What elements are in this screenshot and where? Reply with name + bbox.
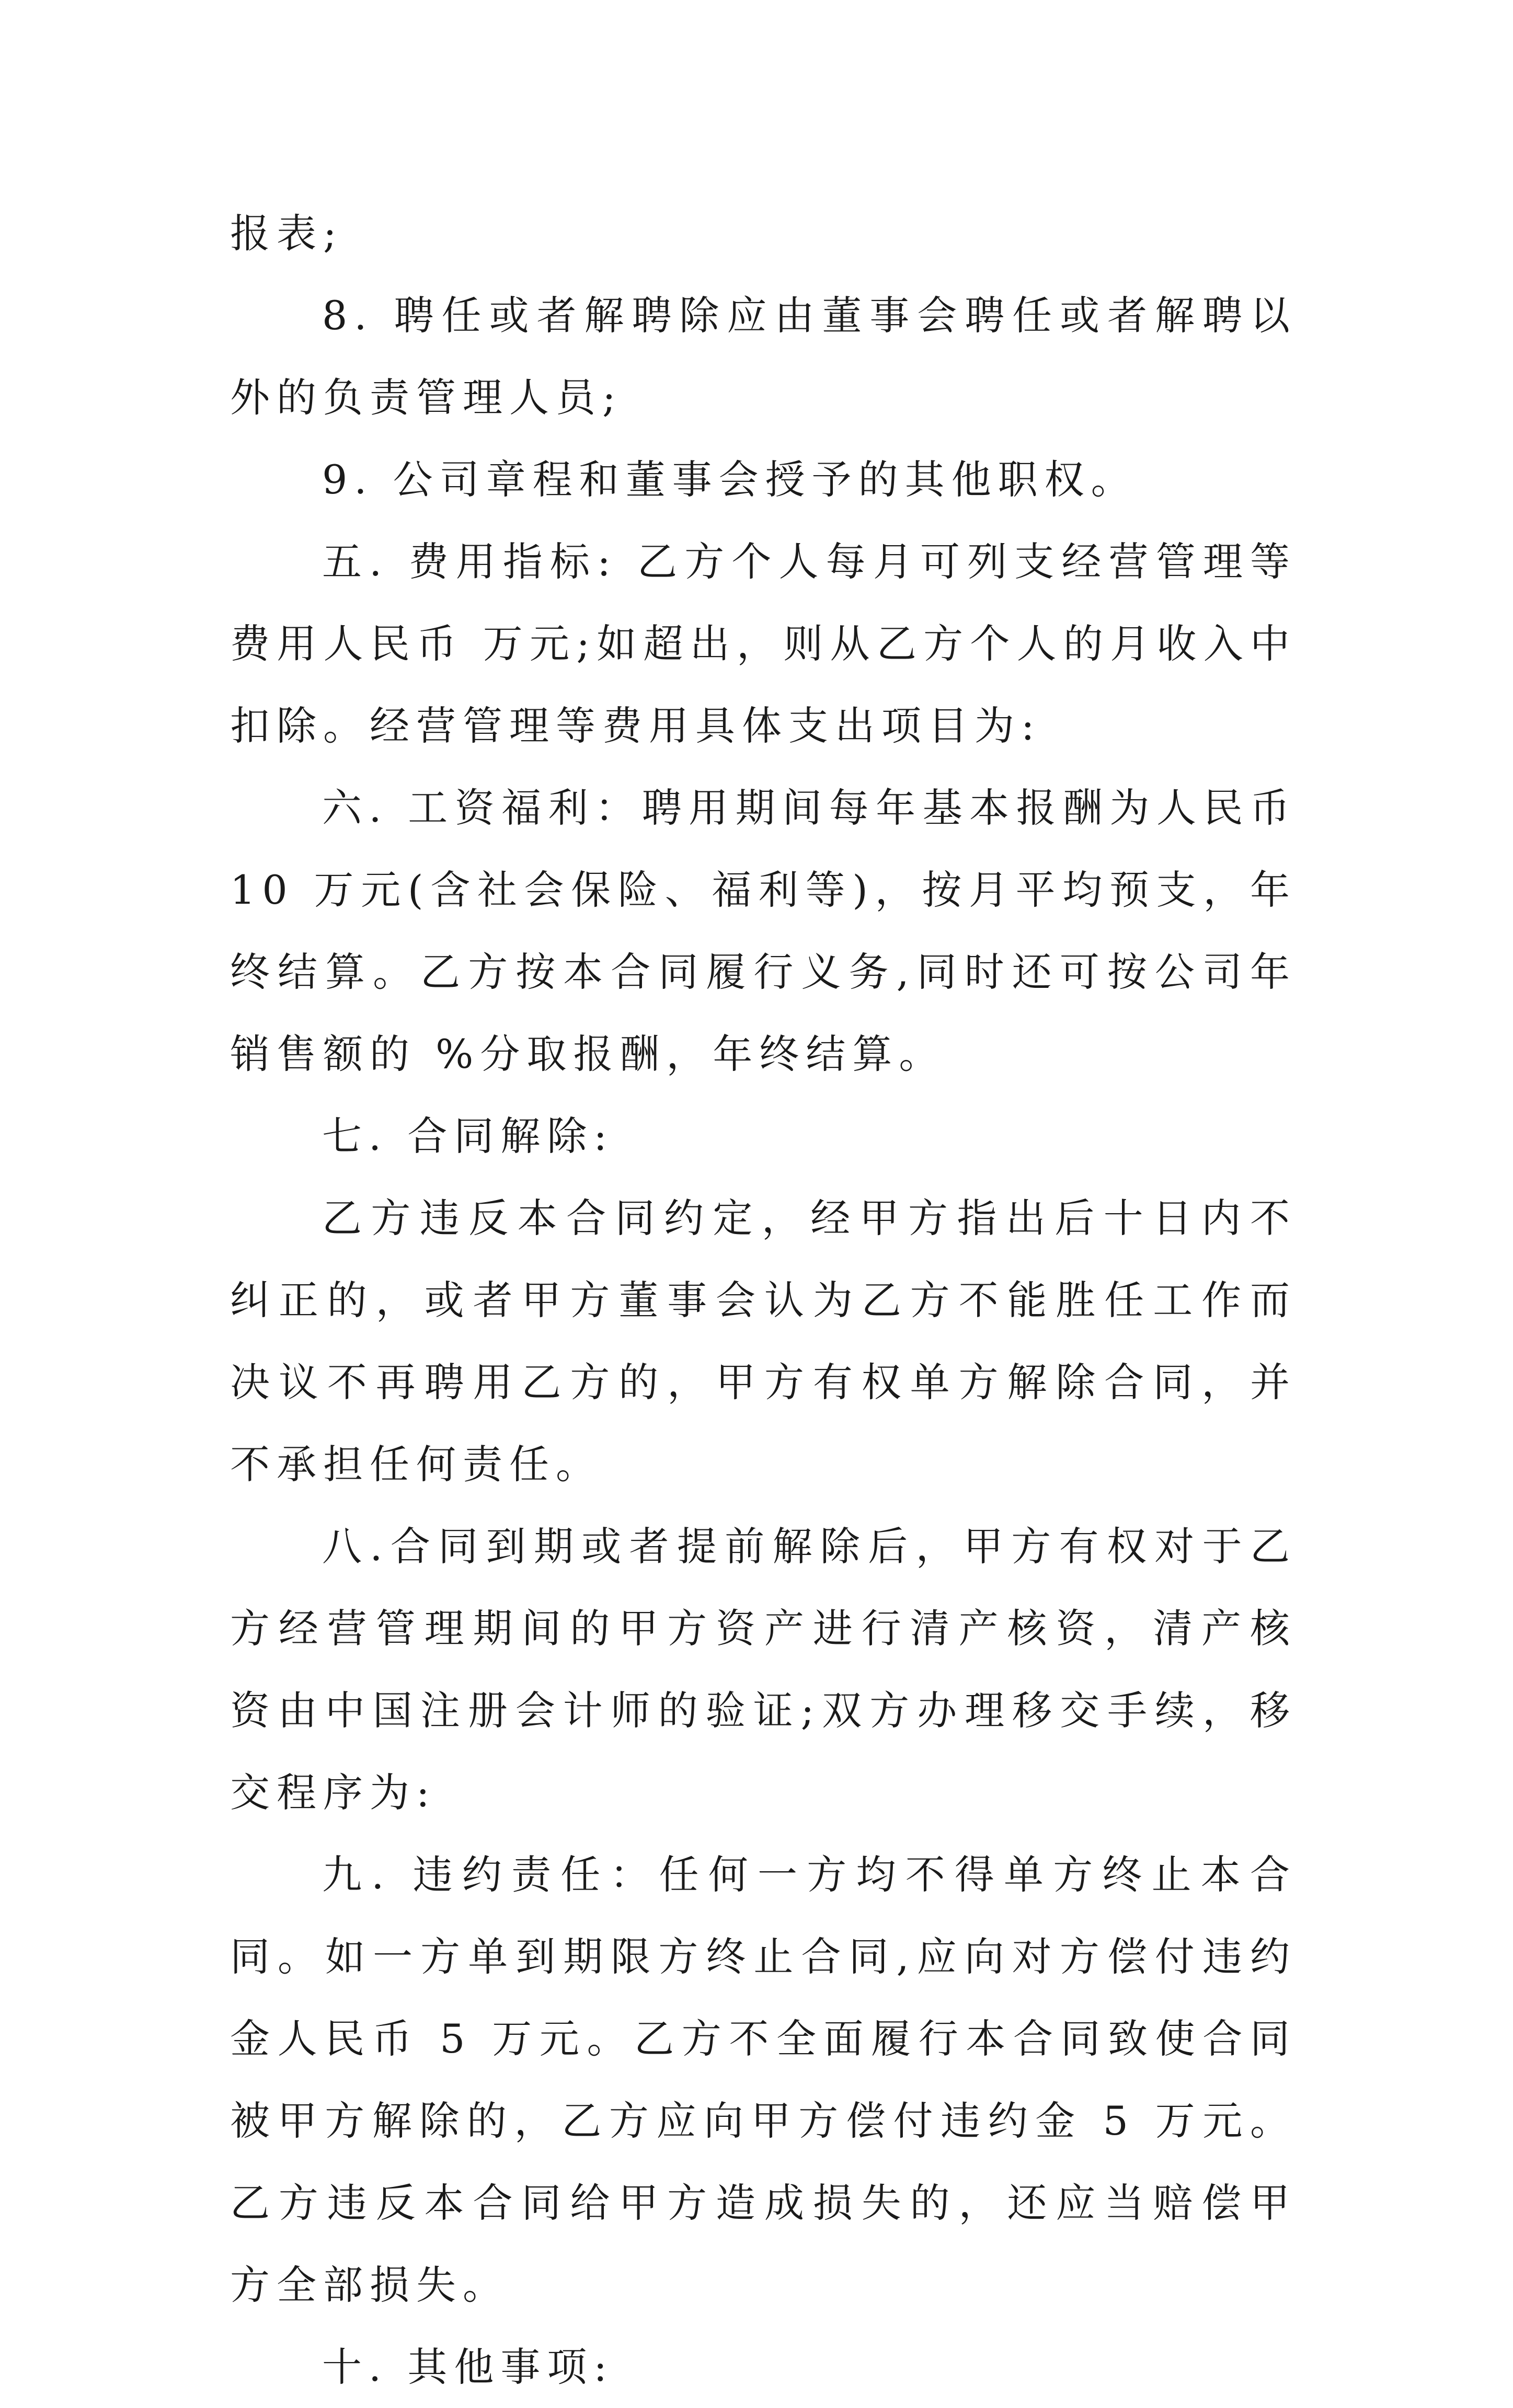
paragraph-report-tail: 报表; <box>230 210 343 257</box>
paragraph-breach-liability: 九. 违约责任：任何一方均不得单方终止本合同。如一方单到期限方终止合同,应向对方偿付违约金人民币 5 万元。乙方不全面履行本合同致使合同被甲方解除的，乙方应向甲方偿付违约金 5 万元。乙方违反本合同给甲方造成损失的，还应当赔偿甲方全部损失。 <box>230 1851 1297 2308</box>
paragraph-other-matters: 十. 其他事项: <box>322 2344 614 2390</box>
paragraph-salary-benefits: 六. 工资福利：聘用期间每年基本报酬为人民币 10 万元(含社会保险、福利等)，按月平均预支，年终结算。乙方按本合同履行义务,同时还可按公司年销售额的 %分取报酬，年终结算。 <box>230 785 1297 1077</box>
paragraph-termination-terms: 乙方违反本合同约定，经甲方指出后十日内不纠正的，或者甲方董事会认为乙方不能胜任工作而决议不再聘用乙方的，甲方有权单方解除合同，并不承担任何责任。 <box>230 1195 1297 1488</box>
paragraph-item-8: 8. 聘任或者解聘除应由董事会聘任或者解聘以外的负责管理人员; <box>230 292 1297 421</box>
paragraph-expense-indicator: 五. 费用指标: 乙方个人每月可列支经营管理等费用人民币 万元;如超出，则从乙方个人的月收入中扣除。经营管理等费用具体支出项目为: <box>230 538 1297 749</box>
paragraph-contract-termination-heading: 七. 合同解除: <box>322 1113 614 1159</box>
document-body <box>230 192 1297 2408</box>
paragraph-item-9: 9. 公司章程和董事会授予的其他职权。 <box>322 456 1138 503</box>
paragraph-asset-audit: 八.合同到期或者提前解除后，甲方有权对于乙方经营管理期间的甲方资产进行清产核资，清产核资由中国注册会计师的验证;双方办理移交手续，移交程序为: <box>230 1523 1297 1816</box>
